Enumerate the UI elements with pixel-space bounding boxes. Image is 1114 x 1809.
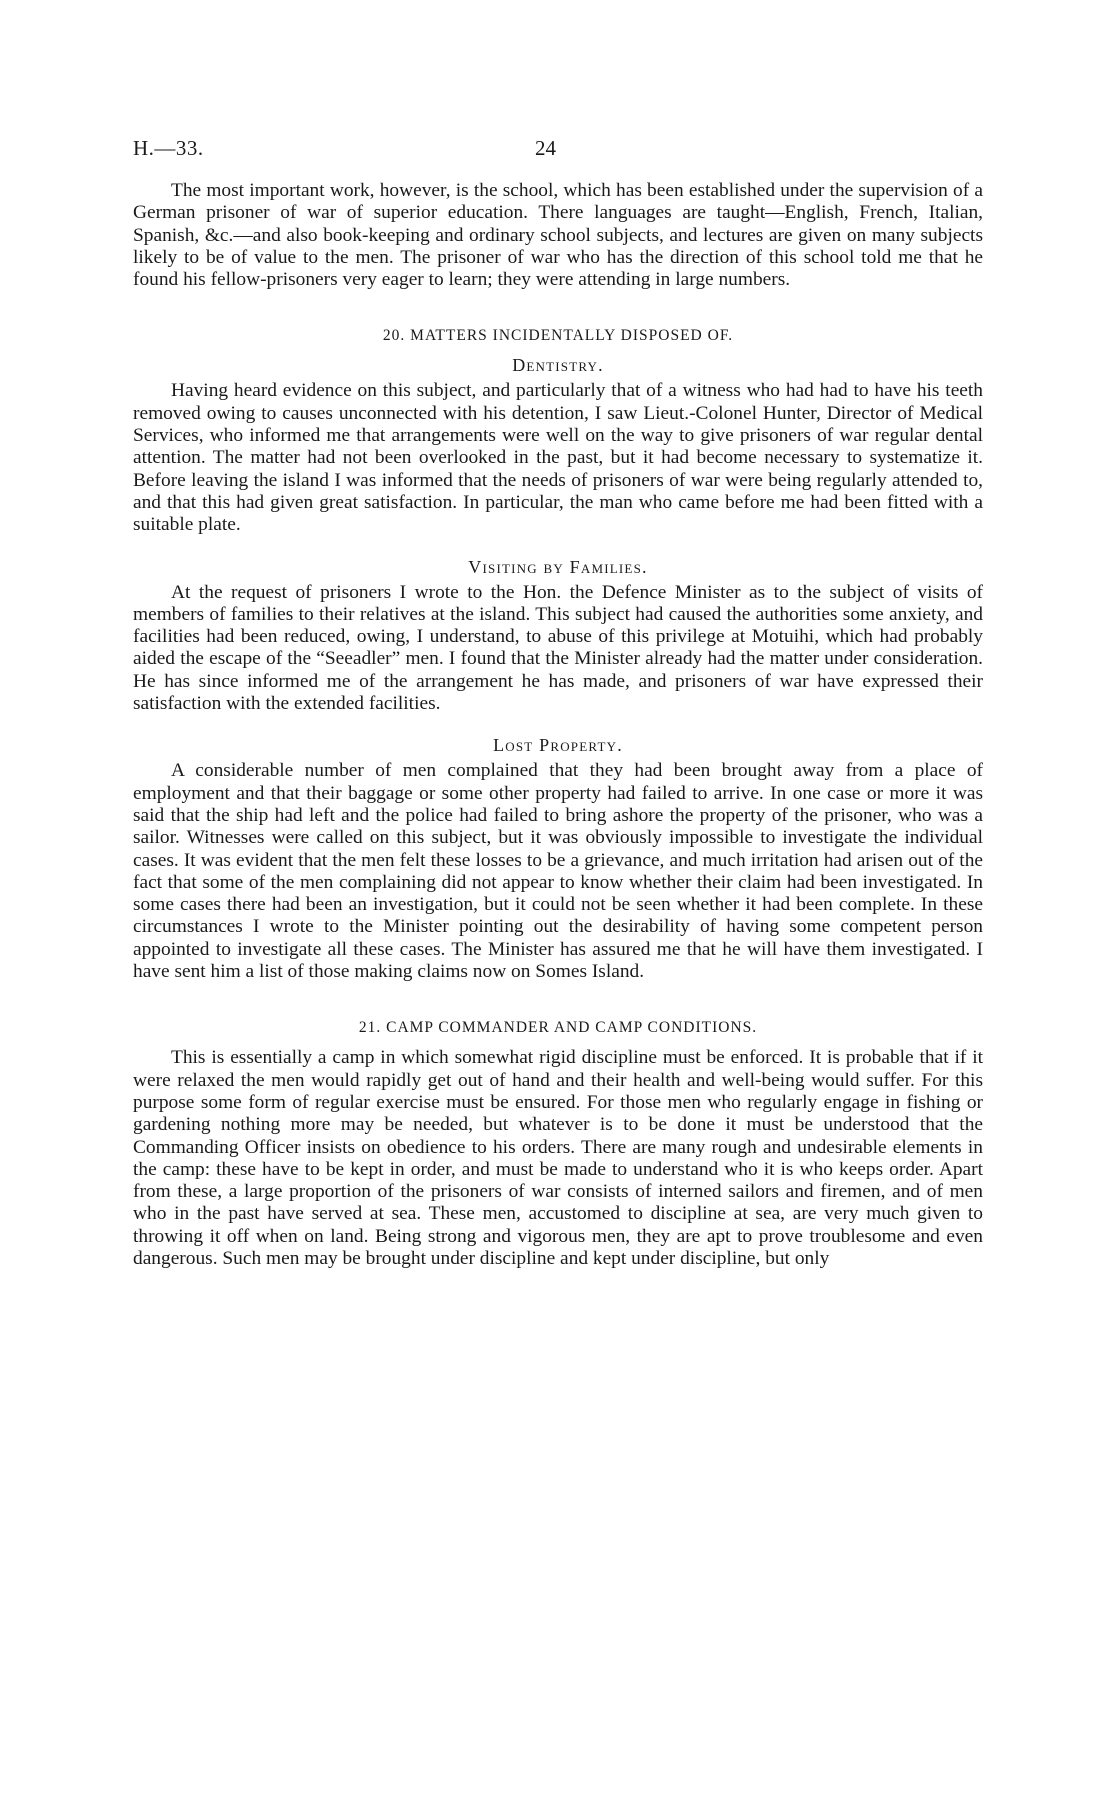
lost-property-heading: Lost Property. bbox=[493, 735, 623, 756]
intro-paragraph: The most important work, however, is the school, which has been established under the supervision of a German prisoner of war of superior education. There languages are taught—English, French, Italian, Spanish, &c.—and also book-keeping and ordinary school subjects, and lectures are given on many subjects likely to be of value to the men. The prisoner of war who has the direction of this school told me that he found his fellow-prisoners very eager to learn; they were attending in large numbers. bbox=[133, 180, 983, 291]
visiting-paragraph: At the request of prisoners I wrote to the Hon. the Defence Minister as to the subject of visits of members of families to their relatives at the island. This subject had caused the authorities some anxiety, and facilities had been reduced, owing, I understand, to abuse of this privilege at Motuihi, which had probably aided the escape of the “Seeadler” men. I found that the Minister already had the matter under consideration. He has since informed me of the arrangement he has made, and prisoners of war have expressed their satisfaction with the extended facilities. bbox=[133, 581, 983, 715]
page-number: 24 bbox=[535, 136, 556, 160]
page-reference: H.—33. bbox=[133, 136, 204, 160]
section-20-title: 20. MATTERS INCIDENTALLY DISPOSED OF. bbox=[382, 327, 734, 345]
section-21-title: 21. CAMP COMMANDER AND CAMP CONDITIONS. bbox=[358, 1019, 758, 1037]
dentistry-heading: Dentistry. bbox=[512, 355, 604, 376]
dentistry-paragraph: Having heard evidence on this subject, and particularly that of a witness who had had to have his teeth removed owing to causes unconnected with his detention, I saw Lieut.-Colonel Hunter, Director of Medical Services, who informed me that arrangements were well on the way to give prisoners of war regular dental attention. The matter had not been overlooked in the past, but it had become necessary to systematize it. Before leaving the island I was informed that the needs of prisoners of war were being regularly attended to, and that this had given great satisfaction. In particular, the man who came before me had been fitted with a suitable plate. bbox=[133, 380, 983, 536]
body-text bbox=[133, 180, 983, 1270]
lost-property-paragraph: A considerable number of men complained that they had been brought away from a place of employment and that their baggage or some other property had failed to arrive. In one case or more it was said that the ship had left and the police had failed to bring ashore the property of the prisoner, who was a sailor. Witnesses were called on this subject, but it was obviously impossible to investigate the individual cases. It was evident that the men felt these losses to be a grievance, and much irritation had arisen out of the fact that some of the men complaining did not appear to know whether their claim had been investigated. In some cases there had been an investigation, but it could not be seen whether it had been complete. In these circumstances I wrote to the Minister pointing out the desirability of having some competent person appointed to investigate all these cases. The Minister has assured me that he will have them investigated. I have sent him a list of those making claims now on Somes Island. bbox=[133, 760, 983, 983]
visiting-heading: Visiting by Families. bbox=[468, 556, 648, 577]
camp-conditions-paragraph: This is essentially a camp in which somewhat rigid discipline must be enforced. It is probable that if it were relaxed the men would rapidly get out of hand and their health and well-being would suffer. For this purpose some form of regular exercise must be ensured. For those men who regularly engage in fishing or gardening nothing more may be needed, but whatever is to be done it must be understood that the Commanding Officer insists on obedience to his orders. There are many rough and undesirable elements in the camp: these have to be kept in order, and must be made to understand who it is who keeps order. Apart from these, a large proportion of the prisoners of war consists of interned sailors and firemen, and of men who in the past have served at sea. These men, accustomed to discipline at sea, are very much given to throwing it off when on land. Being strong and vigorous men, they are apt to prove troublesome and even dangerous. Such men may be brought under discipline and kept under discipline, but only bbox=[133, 1047, 983, 1269]
page-header bbox=[133, 136, 983, 166]
